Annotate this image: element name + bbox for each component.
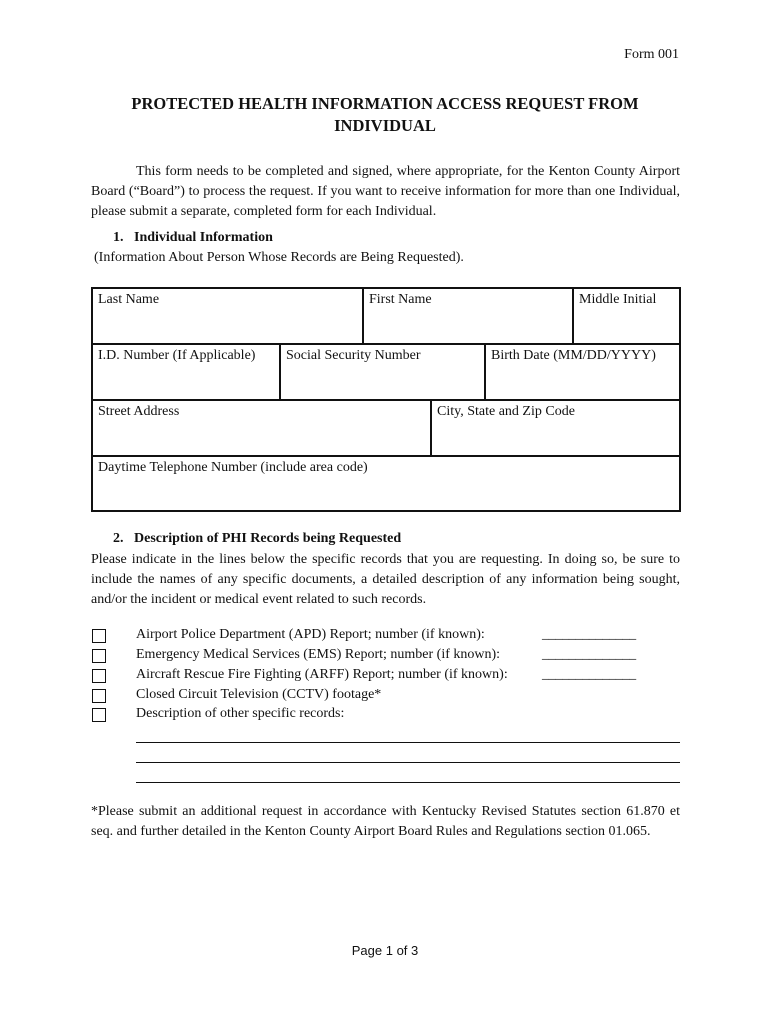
- cctv-footage-label: Closed Circuit Television (CCTV) footage*: [136, 687, 382, 702]
- intro-paragraph: This form needs to be completed and signed, where appropriate, for the Kenton County Airport Board (“Board”) to process the request. If you want to receive information for more than one Individual, please submit a separate, completed form for each Individual.: [91, 164, 680, 219]
- footnote: *Please submit an additional request in accordance with Kentucky Revised Statutes section 61.870 et seq. and further detailed in the Kenton County Airport Board Rules and Regulations section 01.065.: [91, 804, 680, 839]
- ems-report-checkbox[interactable]: [92, 649, 106, 663]
- other-records-line-2[interactable]: [136, 762, 680, 763]
- ssn-field[interactable]: [279, 343, 486, 401]
- title-line-1: PROTECTED HEALTH INFORMATION ACCESS REQUEST FROM: [131, 94, 639, 113]
- cctv-footage-checkbox[interactable]: [92, 689, 106, 703]
- arff-report-number-blank[interactable]: ______________: [542, 667, 636, 682]
- arff-report-checkbox[interactable]: [92, 669, 106, 683]
- other-records-line-3[interactable]: [136, 782, 680, 783]
- id-number-field[interactable]: [91, 343, 281, 401]
- street-address-label: Street Address: [98, 404, 180, 419]
- street-address-field[interactable]: [91, 399, 432, 457]
- section1-heading: 1. Individual Information: [113, 230, 273, 245]
- section2-heading: 2. Description of PHI Records being Requested: [113, 531, 402, 546]
- page-title: [60, 93, 710, 137]
- middle-initial-label: Middle Initial: [579, 292, 657, 307]
- ems-report-label: Emergency Medical Services (EMS) Report; number (if known):: [136, 647, 501, 662]
- city-state-zip-field[interactable]: [430, 399, 681, 457]
- apd-report-checkbox[interactable]: [92, 629, 106, 643]
- section2-body: Please indicate in the lines below the specific records that you are requesting. In doing so, be sure to include the names of any specific documents, a detailed description of any information being sought, and/or the incident or medical event related to such records.: [91, 552, 680, 607]
- apd-report-label: Airport Police Department (APD) Report; number (if known):: [136, 627, 485, 642]
- other-records-label: Description of other specific records:: [136, 706, 345, 721]
- first-name-label: First Name: [369, 292, 432, 307]
- birth-date-label: Birth Date (MM/DD/YYYY): [491, 348, 656, 363]
- id-number-label: I.D. Number (If Applicable): [98, 348, 256, 363]
- title-line-2: INDIVIDUAL: [334, 116, 436, 135]
- form-number: Form 001: [624, 47, 679, 62]
- daytime-phone-label: Daytime Telephone Number (include area code): [98, 460, 368, 475]
- apd-report-number-blank[interactable]: ______________: [542, 627, 636, 642]
- last-name-label: Last Name: [98, 292, 160, 307]
- arff-report-label: Aircraft Rescue Fire Fighting (ARFF) Report; number (if known):: [136, 667, 508, 682]
- daytime-phone-field[interactable]: [91, 455, 681, 512]
- birth-date-field[interactable]: [484, 343, 681, 401]
- other-records-line-1[interactable]: [136, 742, 680, 743]
- section1-subheading: (Information About Person Whose Records are Being Requested).: [94, 250, 464, 265]
- first-name-field[interactable]: [362, 287, 574, 345]
- city-state-zip-label: City, State and Zip Code: [437, 404, 575, 419]
- middle-initial-field[interactable]: [572, 287, 681, 345]
- last-name-field[interactable]: [91, 287, 364, 345]
- ssn-label: Social Security Number: [286, 348, 421, 363]
- other-records-checkbox[interactable]: [92, 708, 106, 722]
- ems-report-number-blank[interactable]: ______________: [542, 647, 636, 662]
- page-number: Page 1 of 3: [351, 943, 419, 958]
